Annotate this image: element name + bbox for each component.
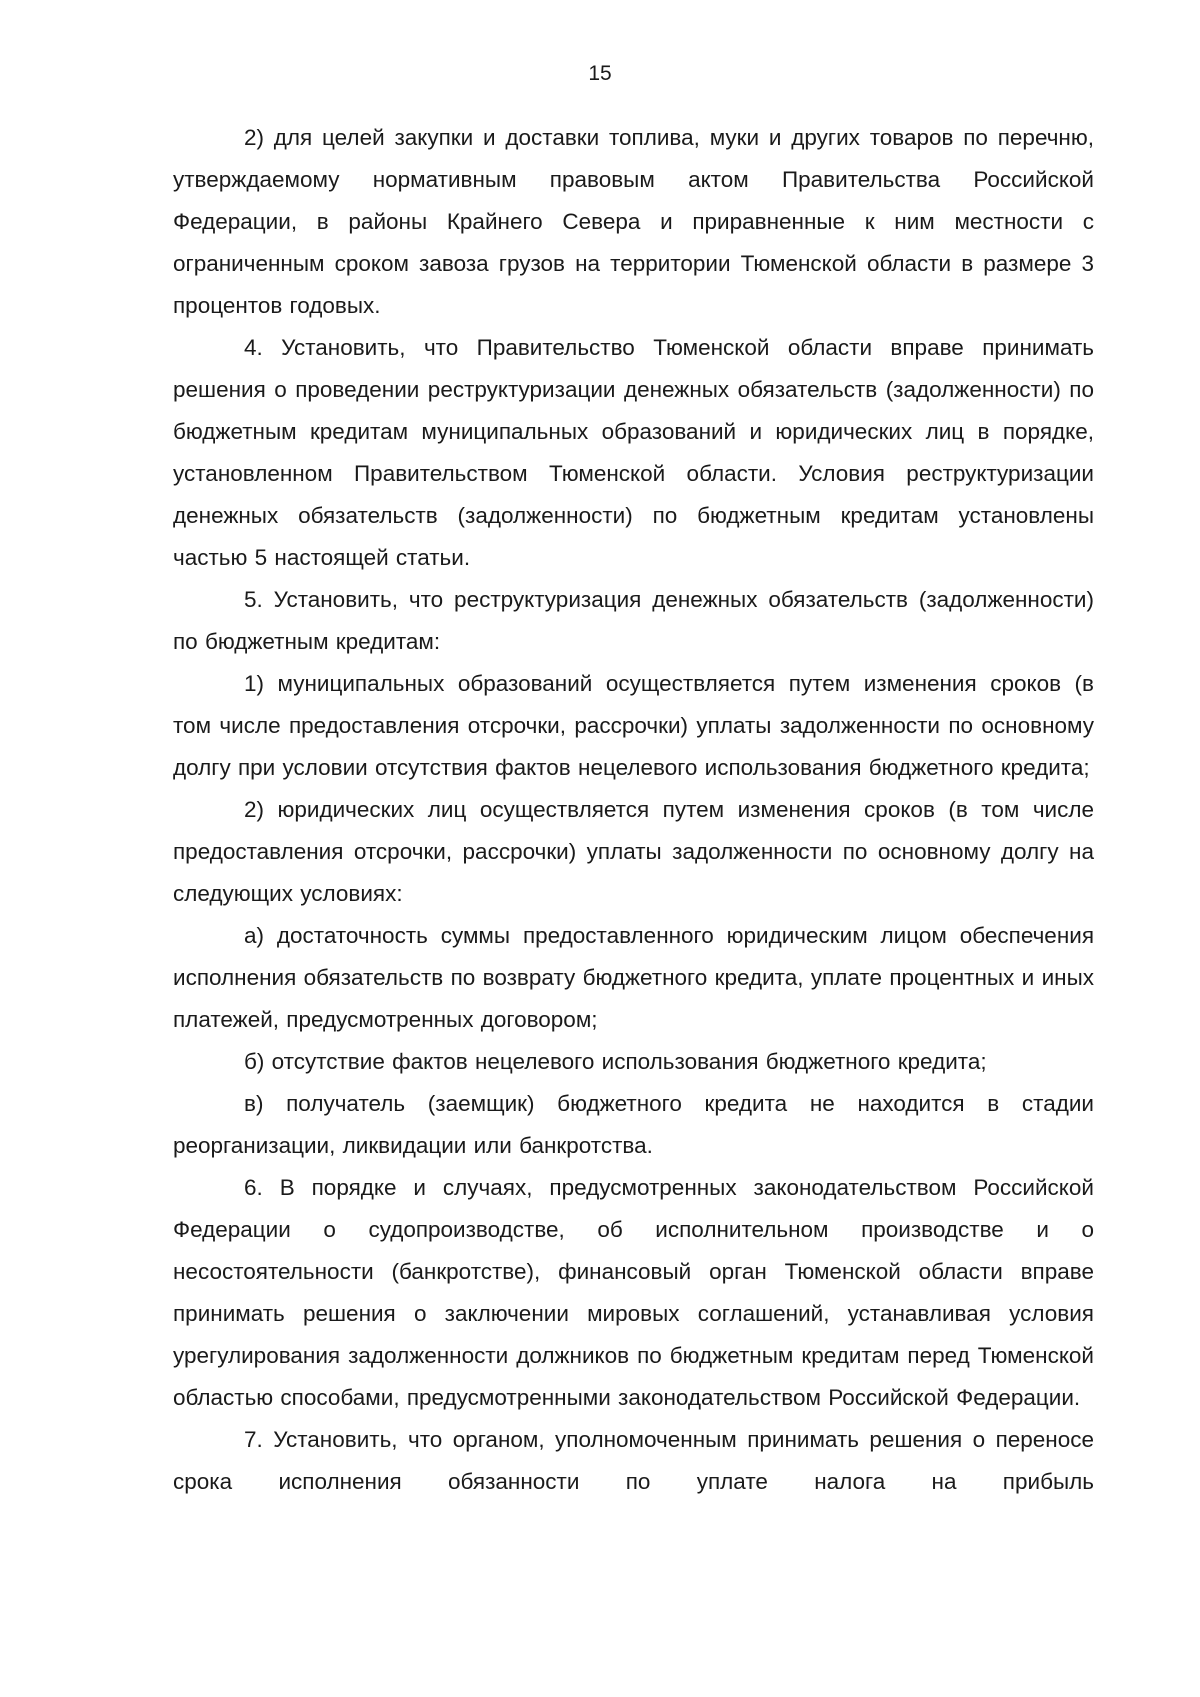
paragraph-article-4: 4. Установить, что Правительство Тюменской области вправе принимать решения о проведении реструктуризации денежных обязательств (задолженности) по бюджетным кредитам муниципальных образований и юридических лиц в порядке, установленном Правительством Тюменской области. Условия реструктуризации денежных обязательств (задолженности) по бюджетным кредитам установлены частью 5 настоящей статьи. bbox=[173, 335, 1094, 570]
paragraph-condition-v: в) получатель (заемщик) бюджетного кредита не находится в стадии реорганизации, ликвидации или банкротства. bbox=[173, 1091, 1094, 1158]
paragraph-5-2-legal-entities: 2) юридических лиц осуществляется путем изменения сроков (в том числе предоставления отсрочки, рассрочки) уплаты задолженности по основному долгу на следующих условиях: bbox=[173, 797, 1094, 906]
paragraph-article-7: 7. Установить, что органом, уполномоченным принимать решения о переносе срока исполнения обязанности по уплате налога на прибыль bbox=[173, 1427, 1094, 1494]
paragraph-condition-a: а) достаточность суммы предоставленного юридическим лицом обеспечения исполнения обязательств по возврату бюджетного кредита, уплате процентных и иных платежей, предусмотренных договором; bbox=[173, 923, 1094, 1032]
page-number: 15 bbox=[588, 62, 612, 85]
document-body bbox=[173, 117, 1094, 1503]
paragraph-article-5: 5. Установить, что реструктуризация денежных обязательств (задолженности) по бюджетным кредитам: bbox=[173, 587, 1094, 654]
paragraph-5-1-municipal: 1) муниципальных образований осуществляется путем изменения сроков (в том числе предоставления отсрочки, рассрочки) уплаты задолженности по основному долгу при условии отсутствия фактов нецелевого использования бюджетного кредита; bbox=[173, 671, 1094, 780]
paragraph-2-fuel-purchase: 2) для целей закупки и доставки топлива, муки и других товаров по перечню, утверждаемому нормативным правовым актом Правительства Российской Федерации, в районы Крайнего Севера и приравненные к ним местности с ограниченным сроком завоза грузов на территории Тюменской области в размере 3 процентов годовых. bbox=[173, 125, 1094, 318]
paragraph-article-6: 6. В порядке и случаях, предусмотренных законодательством Российской Федерации о судопроизводстве, об исполнительном производстве и о несостоятельности (банкротстве), финансовый орган Тюменской области вправе принимать решения о заключении мировых соглашений, устанавливая условия урегулирования задолженности должников по бюджетным кредитам перед Тюменской областью способами, предусмотренными законодательством Российской Федерации. bbox=[173, 1175, 1094, 1410]
paragraph-condition-b: б) отсутствие фактов нецелевого использования бюджетного кредита; bbox=[244, 1049, 987, 1074]
